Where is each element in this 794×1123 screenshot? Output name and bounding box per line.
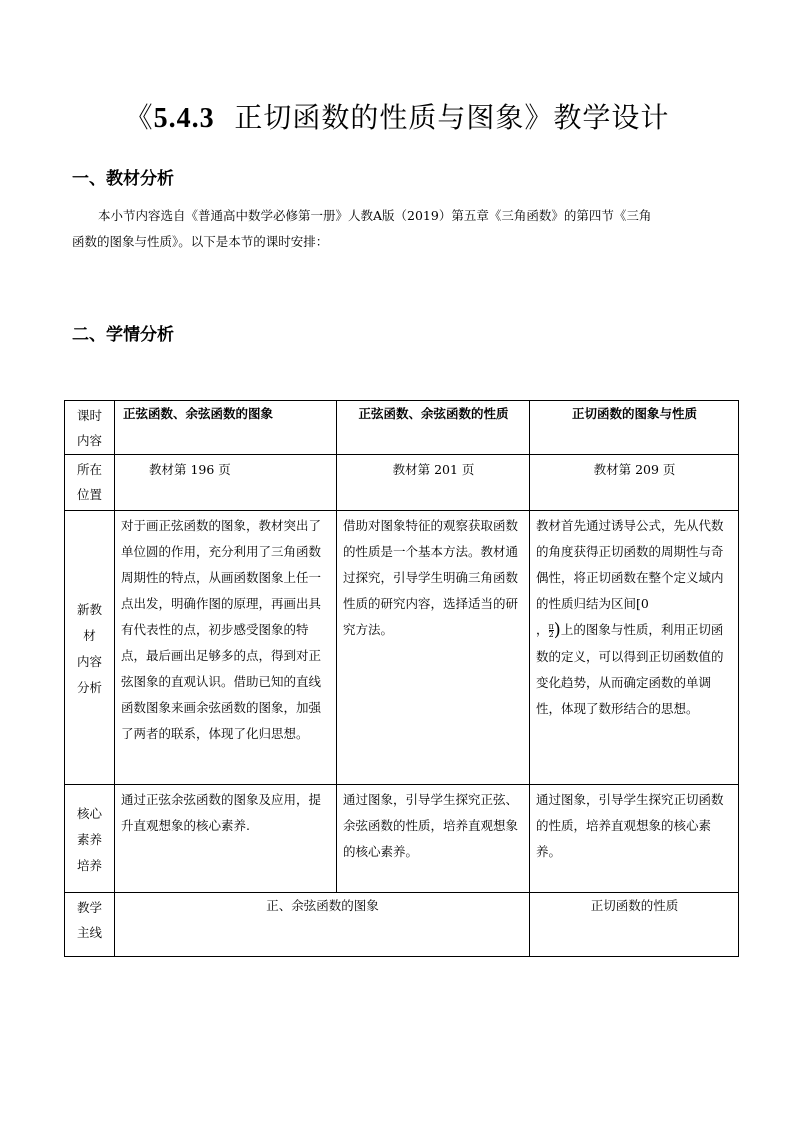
table-row: [65, 401, 739, 455]
paragraph-line-1: 本小节内容选自《普通高中数学必修第一册》人教A版（2019）第五章《三角函数》的第四节《三角: [98, 208, 652, 223]
title-section-number: 5.4.3: [153, 103, 215, 134]
textbook-analysis-paragraph: [72, 203, 732, 255]
analysis-cell: 借助对图象特征的观察获取函数的性质是一个基本方法。教材通过探究，引导学生明确三角函数性质的研究内容，选择适当的研究方法。: [337, 511, 530, 785]
section-heading-textbook-analysis: 一、教材分析: [72, 169, 174, 189]
pi-over-two-fraction: $\frac{\pi}{2}$: [548, 622, 554, 639]
core-literacy-cell: 通过图象，引导学生探究正切函数的性质，培养直观想象的核心素养。: [530, 785, 739, 893]
core-literacy-cell: 通过正弦余弦函数的图象及应用，提升直观想象的核心素养.: [115, 785, 337, 893]
table-row: [65, 511, 739, 785]
position-cell: 教材第 201 页: [337, 455, 530, 511]
section-heading-student-analysis: 二、学情分析: [72, 325, 174, 345]
position-cell: 教材第 196 页: [115, 455, 337, 511]
paragraph-line-2: 函数的图象与性质》。以下是本节的课时安排：: [72, 234, 329, 249]
col-header-sin-cos-properties: 正弦函数、余弦函数的性质: [337, 401, 530, 455]
title-text: 正切函数的性质与图象》教学设计: [234, 101, 670, 134]
position-cell: 教材第 209 页: [530, 455, 739, 511]
row-header-new-textbook-analysis: 新教 材 内容 分析: [65, 511, 115, 785]
document-title: [0, 96, 794, 136]
col-header-sin-cos-graph: 正弦函数、余弦函数的图象: [115, 401, 337, 455]
row-header-core-literacy: 核心 素养 培养: [65, 785, 115, 893]
row-header-position: 所在 位置: [65, 455, 115, 511]
core-literacy-cell: 通过图象，引导学生探究正弦、余弦函数的性质，培养直观想象的核心素养。: [337, 785, 530, 893]
analysis-cell: 对于画正弦函数的图象，教材突出了单位圆的作用，充分利用了三角函数周期性的特点，从画函数图象上任一点出发，明确作图的原理，再画出具有代表性的点，初步感受图象的特点，最后画出足够多的点，得到对正弦图象的直观认识。借助已知的直线函数图象来画余弦函数的图象，加强了两者的联系，体现了化归思想。: [115, 511, 337, 785]
lesson-plan-table: [64, 400, 739, 957]
analysis-cell: 教材首先通过诱导公式，先从代数的角度获得正切函数的周期性与奇偶性，将正切函数在整个定义域内的性质归结为区间[0 ， $\frac{\pi}{2}$ )上的图象与性质，利用正切函数的定义，可以得到正切函数值的变化趋势，从而确定函数的单调性，体现了数形结合的思想。: [530, 511, 739, 785]
row-header-lesson-content: 课时 内容: [65, 401, 115, 455]
table-row: [65, 893, 739, 957]
mainline-cell: 正切函数的性质: [530, 893, 739, 957]
mainline-cell: 正、余弦函数的图象: [115, 893, 530, 957]
table-row: [65, 785, 739, 893]
table-row: [65, 455, 739, 511]
row-header-teaching-mainline: 教学 主线: [65, 893, 115, 957]
title-prefix: 《: [124, 101, 154, 134]
col-header-tangent: 正切函数的图象与性质: [530, 401, 739, 455]
